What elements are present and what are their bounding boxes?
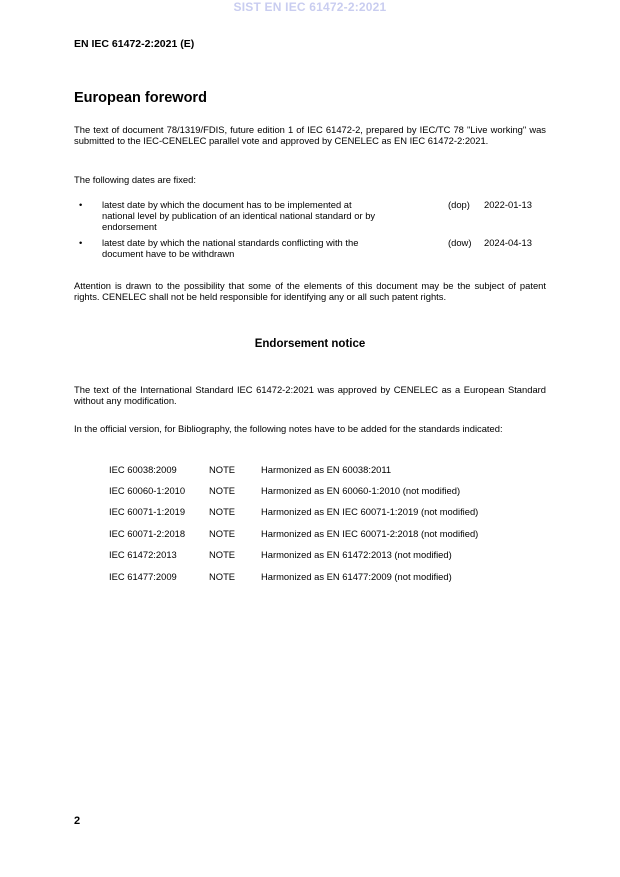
date-value: 2022-01-13 (484, 199, 532, 210)
bullet-icon: • (79, 237, 83, 248)
note-text: Harmonized as EN IEC 60071-2:2018 (not modified) (261, 528, 479, 539)
endorsement-title: Endorsement notice (254, 338, 366, 350)
standard-ref: IEC 60038:2009 (109, 464, 177, 475)
standard-ref: IEC 61477:2009 (109, 571, 177, 582)
date-tag: (dow) (448, 237, 472, 248)
bullet-icon: • (79, 199, 83, 210)
note-text: Harmonized as EN 61477:2009 (not modified) (261, 571, 452, 582)
note-label: NOTE (209, 485, 236, 496)
standard-ref: IEC 61472:2013 (109, 549, 177, 560)
note-label: NOTE (209, 506, 236, 517)
endorsement-text: The text of the International Standard IEC 61472-2:2021 was approved by CENELEC as a European Standard without any modification. (74, 384, 546, 406)
note-text: Harmonized as EN 60060-1:2010 (not modified) (261, 485, 461, 496)
date-description: latest date by which the document has to be implemented at national level by publication of an identical national standard or by endorsement (102, 199, 376, 232)
note-label: NOTE (209, 464, 236, 475)
document-id: EN IEC 61472-2:2021 (E) (74, 38, 195, 50)
note-text: Harmonized as EN 60038:2011 (261, 464, 392, 475)
bibliography-intro: In the official version, for Bibliography, the following notes have to be added for the standards indicated: (74, 423, 503, 434)
patent-attention: Attention is drawn to the possibility that some of the elements of this document may be the subject of patent rights. CENELEC shall not be held responsible for identifying any or all such patent rights. (74, 280, 546, 302)
foreword-title: European foreword (74, 90, 207, 106)
watermark: SIST EN IEC 61472-2:2021 (233, 0, 387, 14)
note-text: Harmonized as EN IEC 60071-1:2019 (not modified) (261, 506, 479, 517)
dates-intro: The following dates are fixed: (74, 174, 196, 185)
standard-ref: IEC 60071-1:2019 (109, 506, 186, 517)
date-tag: (dop) (448, 199, 470, 210)
foreword-intro: The text of document 78/1319/FDIS, future edition 1 of IEC 61472-2, prepared by IEC/TC 78 "Live working" was submitted to the IEC-CENELEC parallel vote and approved by CENELEC as EN IEC 61472-2:2021. (74, 124, 546, 146)
date-description: latest date by which the national standards conflicting with the document have to be withdrawn (102, 237, 359, 259)
note-label: NOTE (209, 571, 236, 582)
date-value: 2024-04-13 (484, 237, 532, 248)
note-label: NOTE (209, 549, 236, 560)
standard-ref: IEC 60071-2:2018 (109, 528, 186, 539)
standard-ref: IEC 60060-1:2010 (109, 485, 186, 496)
page-number: 2 (74, 815, 81, 827)
note-label: NOTE (209, 528, 236, 539)
note-text: Harmonized as EN 61472:2013 (not modified) (261, 549, 452, 560)
